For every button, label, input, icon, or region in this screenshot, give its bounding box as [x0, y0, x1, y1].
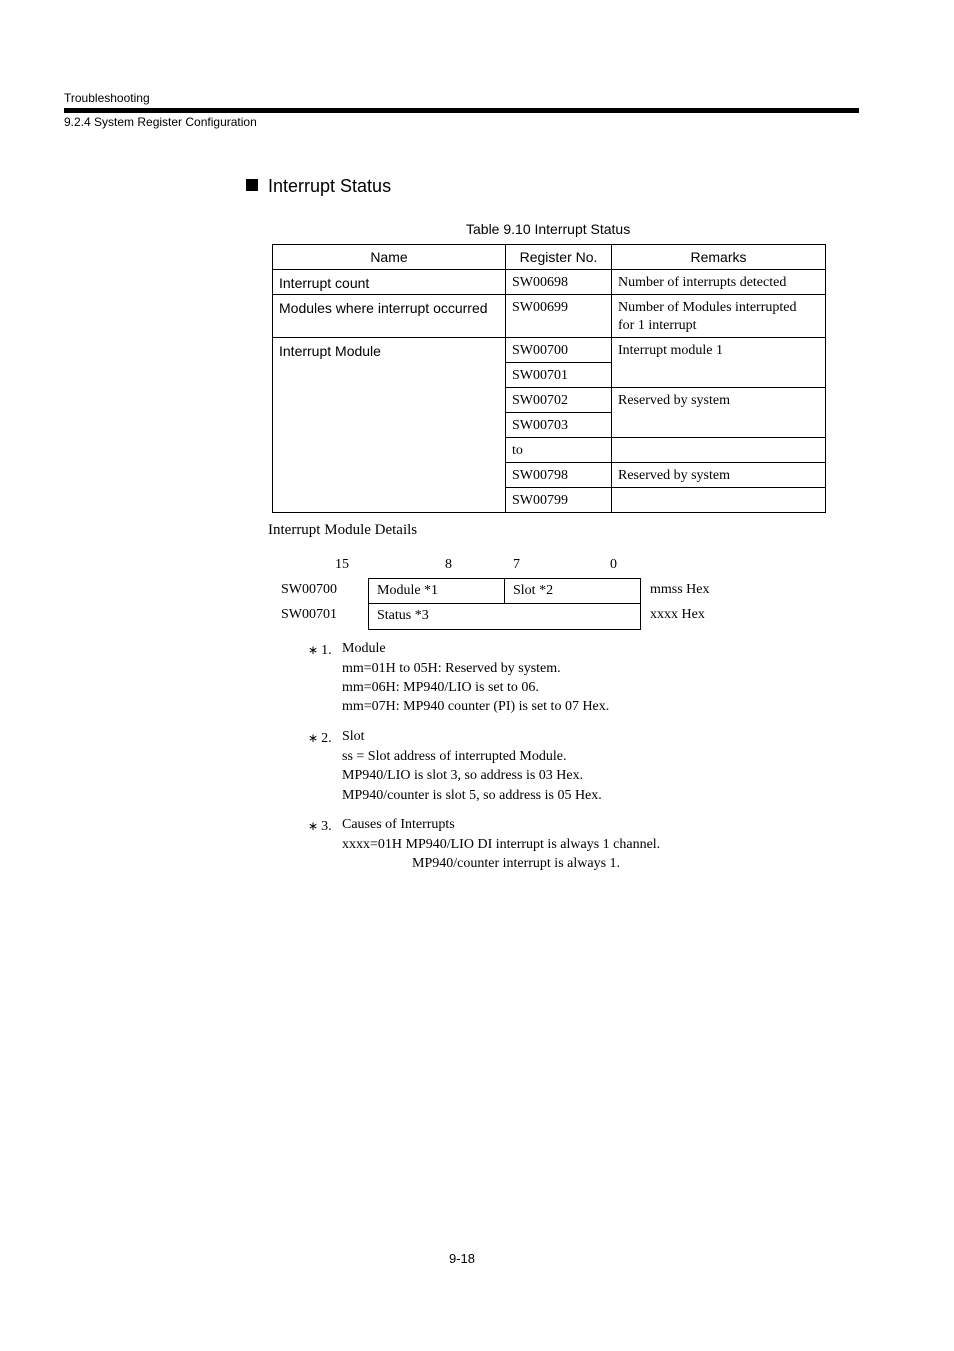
- remarks-cell: [612, 295, 826, 338]
- register-label: SW00701: [281, 607, 337, 622]
- remarks-cell: [612, 438, 826, 463]
- bit-number: 0: [610, 557, 617, 572]
- running-header-section: 9.2.4 System Register Configuration: [64, 115, 257, 129]
- register-cell: SW00799: [506, 488, 612, 513]
- register-cell: SW00699: [506, 295, 612, 338]
- interrupt-status-table: [272, 244, 826, 513]
- square-bullet-icon: [246, 179, 258, 191]
- footnote-line: MP940/counter is slot 5, so address is 05 Hex.: [342, 788, 602, 803]
- header-rule: [64, 108, 859, 113]
- table-header-row: [273, 245, 826, 270]
- column-header-name: Name: [273, 245, 506, 270]
- footnote-title: Slot: [342, 729, 365, 744]
- module-field: Module *1: [368, 578, 505, 604]
- register-cell: SW00698: [506, 270, 612, 295]
- remarks-cell: Interrupt module 1: [612, 338, 826, 388]
- details-title: Interrupt Module Details: [268, 522, 418, 538]
- slot-field: Slot *2: [504, 578, 641, 604]
- register-cell: SW00702: [506, 388, 612, 413]
- bit-number: 15: [335, 557, 349, 572]
- format-label: mmss Hex: [650, 582, 710, 597]
- register-label: SW00700: [281, 582, 337, 597]
- footnote-line: MP940/LIO is slot 3, so address is 03 Hex.: [342, 768, 584, 783]
- section-title: Interrupt Status: [268, 176, 392, 196]
- remarks-cell: Number of interrupts detected: [612, 270, 826, 295]
- remarks-cell: Reserved by system: [612, 388, 826, 438]
- status-field: Status *3: [368, 603, 641, 630]
- column-header-remarks: Remarks: [612, 245, 826, 270]
- format-label: xxxx Hex: [650, 607, 705, 622]
- footnote-marker: ∗ 1.: [308, 643, 332, 658]
- register-cell: SW00701: [506, 363, 612, 388]
- remarks-cell: [612, 488, 826, 513]
- register-cell: to: [506, 438, 612, 463]
- footnote-line: ss = Slot address of interrupted Module.: [342, 749, 567, 764]
- register-cell: SW00700: [506, 338, 612, 363]
- running-header-chapter: Troubleshooting: [64, 91, 150, 105]
- footnote-marker: ∗ 3.: [308, 819, 332, 834]
- footnote-line: xxxx=01H MP940/LIO DI interrupt is always 1 channel.: [342, 837, 661, 852]
- bit-number: 8: [445, 557, 452, 572]
- table-caption: Table 9.10 Interrupt Status: [466, 221, 631, 237]
- footnote-title: Module: [342, 641, 386, 656]
- footnote-title: Causes of Interrupts: [342, 817, 455, 832]
- footnote-marker: ∗ 2.: [308, 731, 332, 746]
- table-row: [273, 338, 826, 363]
- footnote-line: mm=01H to 05H: Reserved by system.: [342, 661, 561, 676]
- footnote-line: MP940/counter interrupt is always 1.: [412, 856, 621, 871]
- register-cell: SW00798: [506, 463, 612, 488]
- remarks-line: for 1 interrupt: [618, 318, 697, 333]
- remarks-cell: Reserved by system: [612, 463, 826, 488]
- name-cell: Interrupt Module: [273, 338, 506, 513]
- register-cell: SW00703: [506, 413, 612, 438]
- page-number: 9-18: [449, 1251, 476, 1266]
- table-row: [273, 295, 826, 338]
- footnote-line: mm=06H: MP940/LIO is set to 06.: [342, 680, 539, 695]
- name-cell: Interrupt count: [273, 270, 506, 295]
- bit-number: 7: [513, 557, 520, 572]
- table-row: [273, 270, 826, 295]
- name-cell: Modules where interrupt occurred: [273, 295, 506, 338]
- remarks-line: Number of Modules interrupted: [618, 300, 797, 315]
- column-header-register: Register No.: [506, 245, 612, 270]
- footnote-line: mm=07H: MP940 counter (PI) is set to 07 Hex.: [342, 699, 610, 714]
